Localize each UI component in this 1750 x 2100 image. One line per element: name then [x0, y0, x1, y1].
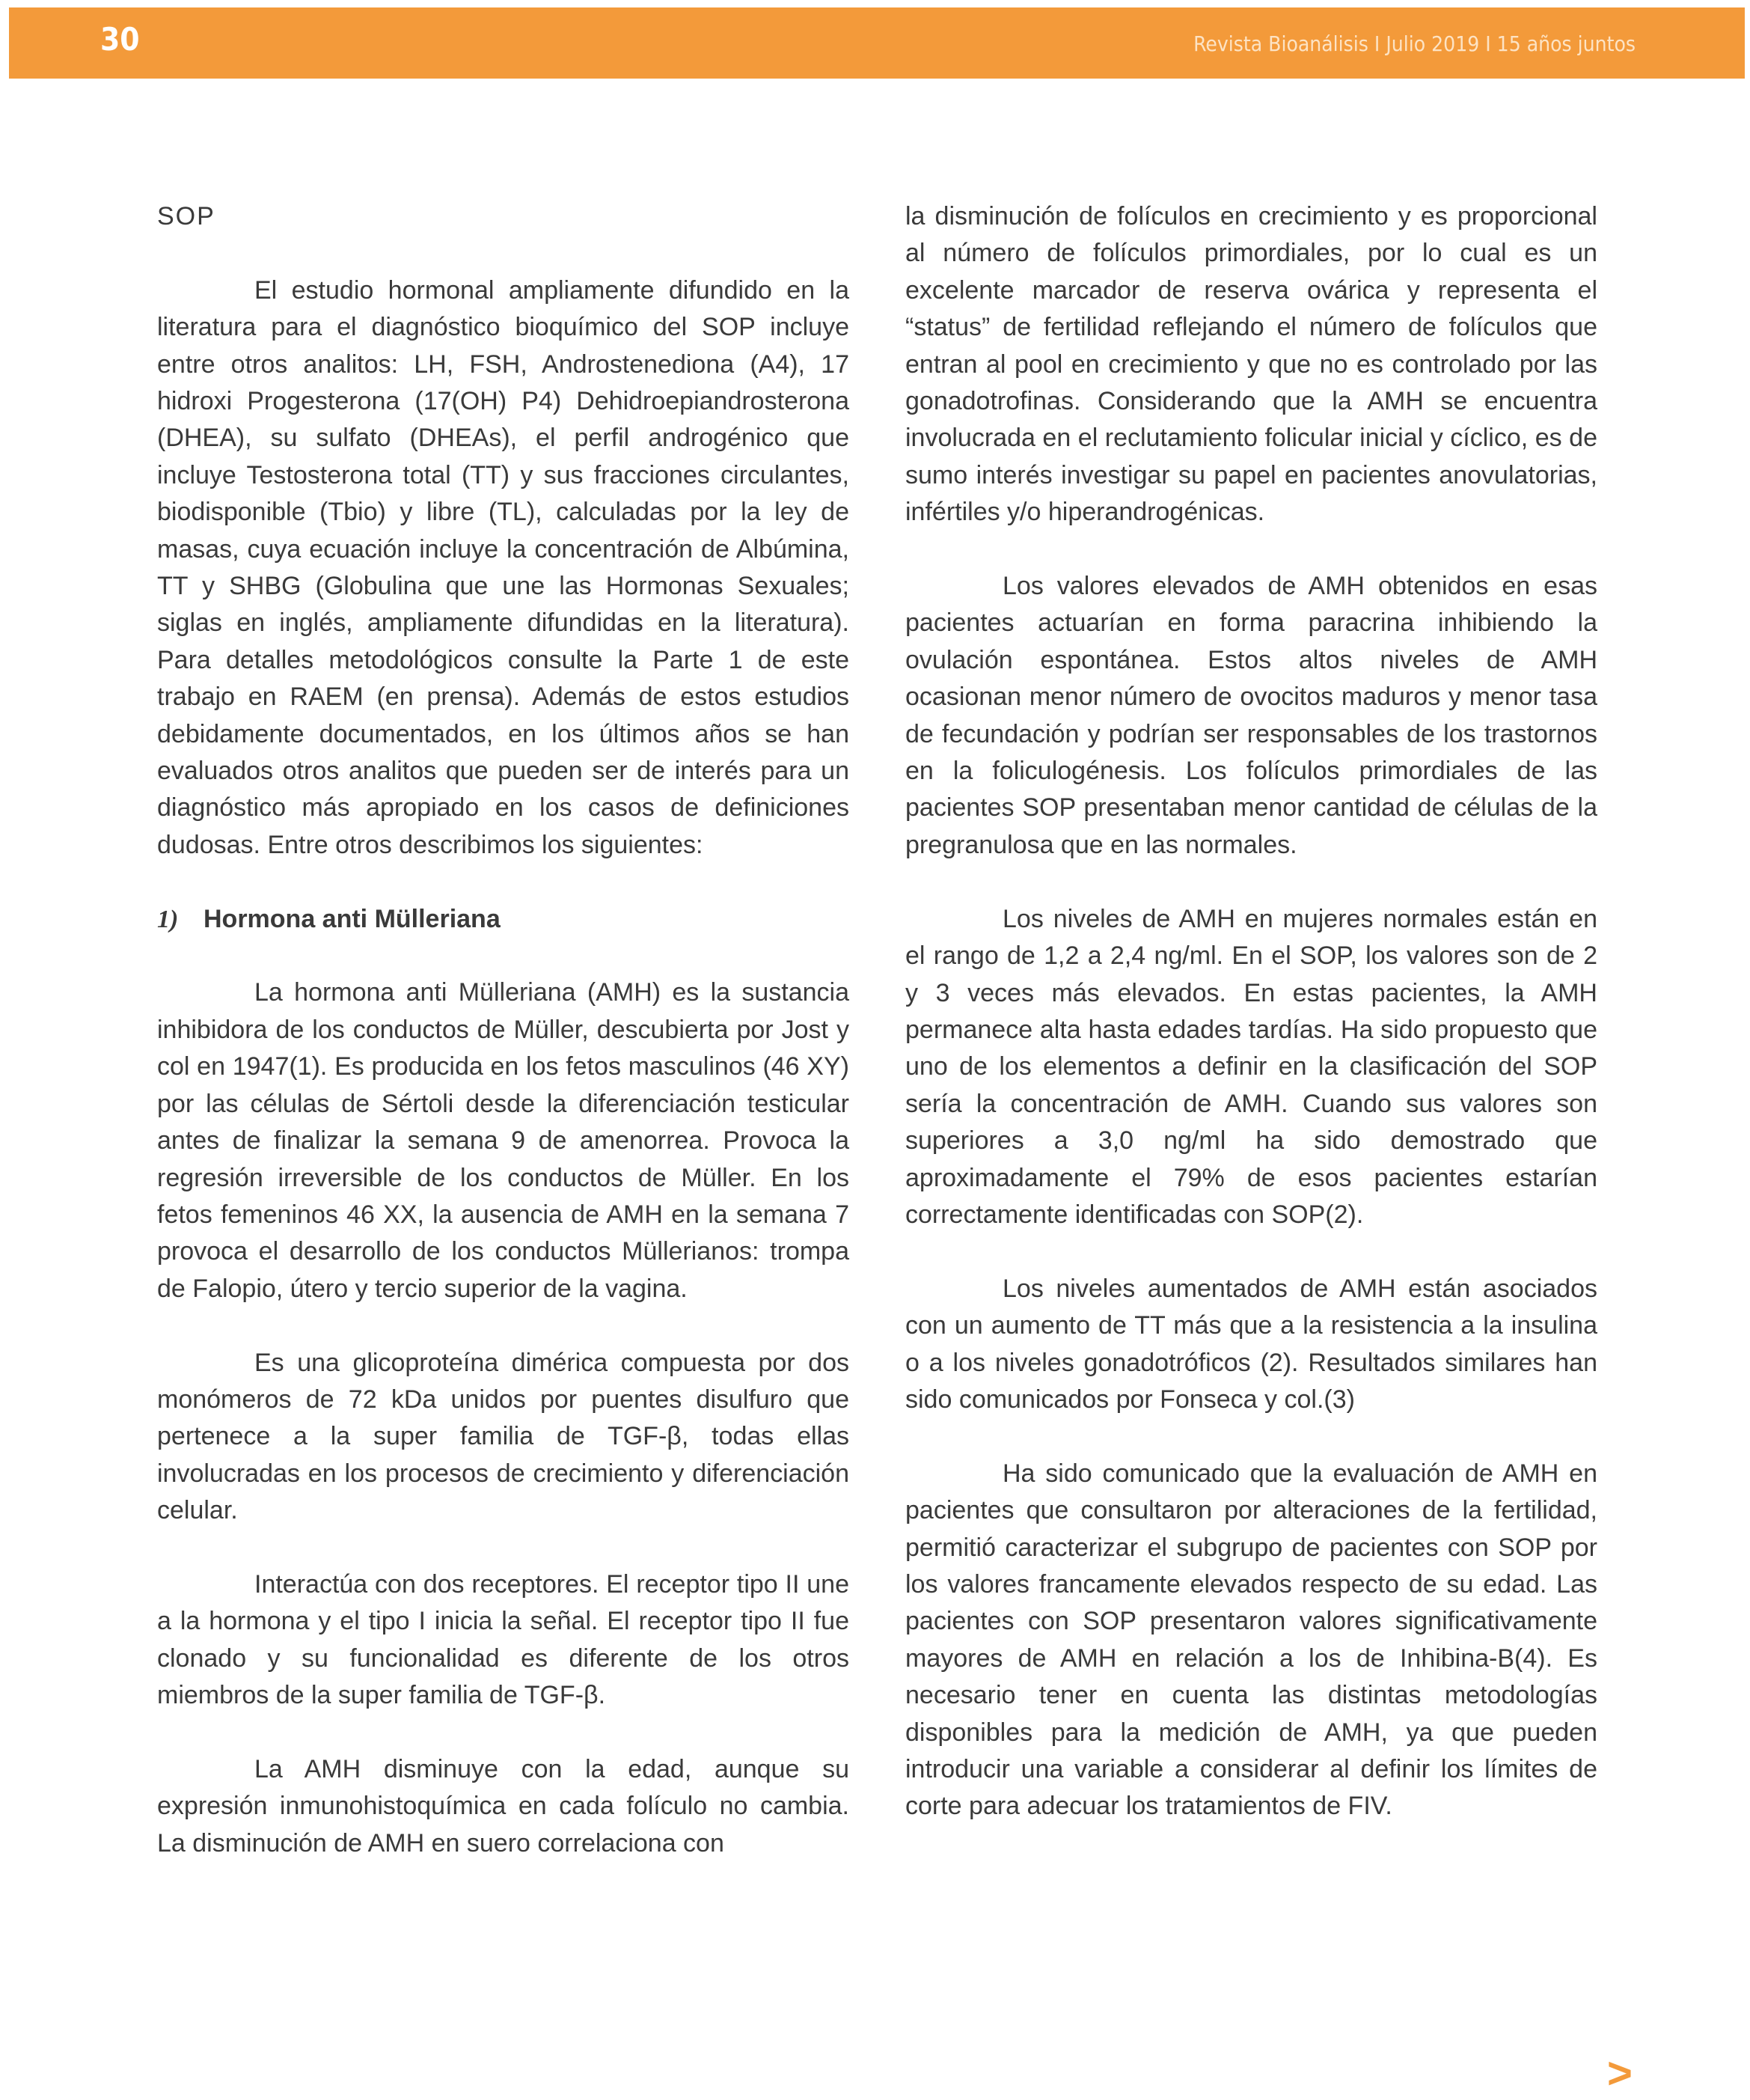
right-column	[905, 198, 1597, 1825]
intro-paragraph: El estudio hormonal ampliamente difundido en la literatura para el diagnóstico bioquímico del SOP incluye entre otros analitos: LH, FSH, Androstenediona (A4), 17 hidroxi Progesterona (17(OH) P4) Dehidroepiandrosterona (DHEA), su sulfato (DHEAs), el perfil androgénico que incluye Testosterona total (TT) y sus fracciones circulantes, biodisponible (Tbio) y libre (TL), calculadas por la ley de masas, cuya ecuación incluye la concentración de Albúmina, TT y SHBG (Globulina que une las Hormonas Sexuales; siglas en inglés, ampliamente difundidas en la literatura). Para detalles metodológicos consulte la Parte 1 de este trabajo en RAEM (en prensa). Además de estos estudios debidamente documentados, en los últimos años se han evaluados otros analitos que pueden ser de interés para un diagnóstico más apropiado en los casos de definiciones dudosas. Entre otros describimos los siguientes:	[157, 275, 849, 859]
paragraph-continued: la disminución de folículos en crecimiento y es proporcional al número de folículos primordiales, por lo cual es un excelente marcador de reserva ovárica y representa el “status” de fertilidad reflejando el número de folículos que entran al pool en crecimiento y que no es controlado por las gonadotrofinas. Considerando que la AMH se encuentra involucrada en el reclutamiento folicular inicial y cíclico, es de sumo interés investigar su papel en pacientes anovulatorias, infértiles y/o hiperandrogénicas.	[905, 202, 1597, 527]
subheading-text: Hormona anti Mülleriana	[204, 904, 501, 933]
paragraph: Los niveles de AMH en mujeres normales están en el rango de 1,2 a 2,4 ng/ml. En el SOP, los valores son de 2 y 3 veces más elevados. En estas pacientes, la AMH permanece alta hasta edades tardías. Ha sido propuesto que uno de los elementos a definir en la clasificación del SOP sería la concentración de AMH. Cuando sus valores son superiores a 3,0 ng/ml ha sido demostrado que aproximadamente el 79% de esos pacientes estarían correctamente identificadas con SOP(2).	[905, 904, 1597, 1229]
page-header-bar	[9, 7, 1745, 79]
paragraph: La hormona anti Mülleriana (AMH) es la sustancia inhibidora de los conductos de Müller, descubierta por Jost y col en 1947(1). Es producida en los fetos masculinos (46 XY) por las células de Sértoli desde la diferenciación testicular antes de finalizar la semana 9 de amenorrea. Provoca la regresión irreversible de los conductos de Müller. En los fetos femeninos 46 XX, la ausencia de AMH en la semana 7 provoca el desarrollo de los conductos Müllerianos: trompa de Falopio, útero y tercio superior de la vagina.	[157, 978, 849, 1303]
journal-title: Revista Bioanálisis I Julio 2019 I 15 años juntos	[1193, 31, 1636, 56]
paragraph: Los valores elevados de AMH obtenidos en esas pacientes actuarían en forma paracrina inhibiendo la ovulación espontánea. Estos altos niveles de AMH ocasionan menor número de ovocitos maduros y menor tasa de fecundación y podrían ser responsables de los trastornos en la foliculogénesis. Los folículos primordiales de las pacientes SOP presentaban menor cantidad de células de la pregranulosa que en las normales.	[905, 572, 1597, 859]
paragraph: Los niveles aumentados de AMH están asociados con un aumento de TT más que a la resistencia a la insulina o a los niveles gonadotróficos (2). Resultados similares han sido comunicados por Fonseca y col.(3)	[905, 1274, 1597, 1414]
subheading-number: 1)	[157, 905, 179, 933]
subheading	[157, 901, 849, 938]
next-page-arrow-icon[interactable]: >	[1607, 2049, 1633, 2098]
paragraph: La AMH disminuye con la edad, aunque su expresión inmunohistoquímica en cada folículo no cambia. La disminución de AMH en suero correlaciona con	[157, 1754, 849, 1858]
paragraph: Es una glicoproteína dimérica compuesta por dos monómeros de 72 kDa unidos por puentes disulfuro que pertenece a la super familia de TGF-β, todas ellas involucradas en los procesos de crecimiento y diferenciación celular.	[157, 1348, 849, 1525]
section-title: SOP	[157, 202, 215, 231]
page-number: 30	[100, 21, 140, 58]
left-column	[157, 198, 849, 1862]
paragraph: Interactúa con dos receptores. El receptor tipo II une a la hormona y el tipo I inicia la señal. El receptor tipo II fue clonado y su funcionalidad es diferente de los otros miembros de la super familia de TGF-β.	[157, 1569, 849, 1710]
paragraph: Ha sido comunicado que la evaluación de AMH en pacientes que consultaron por alteraciones de la fertilidad, permitió caracterizar el subgrupo de pacientes con SOP por los valores francamente elevados respecto de su edad. Las pacientes con SOP presentaron valores significativamente mayores de AMH en relación a los de Inhibina-B(4). Es necesario tener en cuenta las distintas metodologías disponibles para la medición de AMH, ya que pueden introducir una variable a considerar al definir los límites de corte para adecuar los tratamientos de FIV.	[905, 1459, 1597, 1821]
